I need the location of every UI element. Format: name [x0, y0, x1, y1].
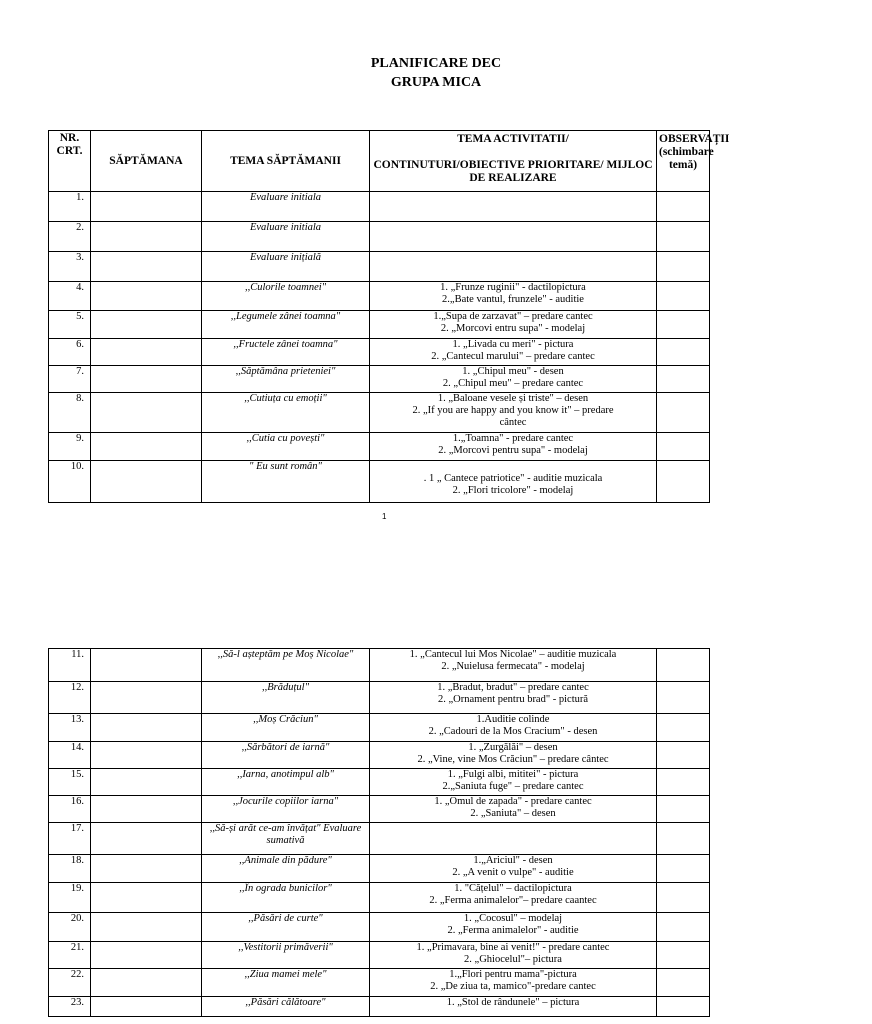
tema-cell: ,,Vestitorii primăverii": [202, 942, 370, 969]
activity-line: 2. „Saniuta" – desen: [470, 808, 556, 819]
activity-line: 2. „Ornament pentru brad" - pictură: [437, 694, 589, 705]
row-number: 15.: [49, 769, 91, 796]
table-row: [49, 855, 710, 883]
activity-line: 2.„Bate vantul, frunzele" - auditie: [442, 294, 584, 305]
activity-line: 2. „Chipul meu" – predare cantec: [442, 378, 584, 389]
table-row: [49, 823, 710, 855]
observatii-cell: [657, 742, 710, 769]
row-number: 14.: [49, 742, 91, 769]
observatii-cell: [657, 883, 710, 913]
row-number: 6.: [49, 339, 91, 366]
row-number: 8.: [49, 393, 91, 433]
tema-cell: ,,Legumele zânei toamna": [202, 311, 370, 339]
row-number: 20.: [49, 913, 91, 942]
activitati-cell: [370, 742, 657, 769]
activity-line: 1. „Cantecul lui Mos Nicolae" – auditie muzicala: [409, 649, 617, 660]
activity-line: 1.Auditie colinde: [476, 714, 550, 725]
tema-cell: ,,Păsări călătoare": [202, 997, 370, 1017]
activitati-cell: [370, 433, 657, 461]
saptamana-cell: [91, 252, 202, 282]
saptamana-cell: [91, 823, 202, 855]
tema-cell: ,,Ziua mamei mele": [202, 969, 370, 997]
activity-line: 2. „A venit o vulpe" - auditie: [452, 867, 574, 878]
saptamana-cell: [91, 649, 202, 682]
tema-cell: Evaluare inițială: [202, 252, 370, 282]
row-number: 19.: [49, 883, 91, 913]
activity-line: 2. „Ghiocelul"– pictura: [464, 954, 562, 965]
table-row: [49, 997, 710, 1017]
table-row: [49, 433, 710, 461]
saptamana-cell: [91, 393, 202, 433]
table-row: [49, 742, 710, 769]
activity-line: 1. „Omul de zapada" - predare cantec: [434, 796, 592, 807]
saptamana-cell: [91, 855, 202, 883]
activity-line: 1.„Ariciul" - desen: [473, 855, 553, 866]
activitati-cell: [370, 796, 657, 823]
saptamana-cell: [91, 742, 202, 769]
row-number: 18.: [49, 855, 91, 883]
observatii-cell: [657, 649, 710, 682]
saptamana-cell: [91, 682, 202, 714]
activitati-cell: [370, 997, 657, 1017]
table-row: [49, 192, 710, 222]
table-row: [49, 682, 710, 714]
activity-line: 1. „Fulgi albi, mititei" - pictura: [447, 769, 579, 780]
saptamana-cell: [91, 714, 202, 742]
table-row: [49, 252, 710, 282]
saptamana-cell: [91, 192, 202, 222]
observatii-cell: [657, 282, 710, 311]
activity-line: 2. „If you are happy and you know it" – predare: [412, 405, 614, 416]
tema-cell: ,,Săptămâna prieteniei": [202, 366, 370, 393]
activitati-cell: [370, 714, 657, 742]
activity-line: 1. „Livada cu meri" - pictura: [452, 339, 574, 350]
saptamana-cell: [91, 366, 202, 393]
activity-line: [372, 461, 654, 473]
row-number: 1.: [49, 192, 91, 222]
observatii-cell: [657, 252, 710, 282]
activity-line: . 1 „ Cantece patriotice" - auditie muzicala: [423, 473, 603, 484]
table-row: [49, 339, 710, 366]
activity-line: 1.„Toamna" - predare cantec: [452, 433, 574, 444]
row-number: 4.: [49, 282, 91, 311]
observatii-cell: [657, 969, 710, 997]
tema-cell: ,,Cutiuța cu emoții": [202, 393, 370, 433]
activitati-cell: [370, 649, 657, 682]
header-tema: TEMA SĂPTĂMANII: [202, 131, 370, 192]
activity-line: 2. „Ferma animalelor"– predare caantec: [429, 895, 597, 906]
table-row: [49, 311, 710, 339]
observatii-cell: [657, 997, 710, 1017]
table-row: [49, 366, 710, 393]
table-row: [49, 282, 710, 311]
table-row: [49, 969, 710, 997]
tema-cell: ,,Culorile toamnei": [202, 282, 370, 311]
table-row: [49, 796, 710, 823]
activity-line: cântec: [499, 417, 527, 428]
activitati-cell: [370, 913, 657, 942]
tema-cell: ,,Fructele zânei toamna": [202, 339, 370, 366]
row-number: 12.: [49, 682, 91, 714]
observatii-cell: [657, 682, 710, 714]
activitati-cell: [370, 282, 657, 311]
saptamana-cell: [91, 913, 202, 942]
row-number: 9.: [49, 433, 91, 461]
table-row: [49, 222, 710, 252]
activity-line: 2. „Ferma animalelor" - auditie: [447, 925, 579, 936]
observatii-cell: [657, 222, 710, 252]
tema-cell: ,,Să-l așteptăm pe Moș Nicolae": [202, 649, 370, 682]
activity-line: 1. „Chipul meu" - desen: [462, 366, 564, 377]
activitati-cell: [370, 339, 657, 366]
tema-cell: Evaluare initiala: [202, 192, 370, 222]
row-number: 11.: [49, 649, 91, 682]
saptamana-cell: [91, 997, 202, 1017]
planning-table-1: [48, 130, 730, 503]
tema-cell: ,,Sărbători de iarnă": [202, 742, 370, 769]
activitati-cell: [370, 855, 657, 883]
observatii-cell: [657, 714, 710, 742]
header-activitati: [370, 131, 657, 192]
activitati-cell: [370, 366, 657, 393]
activitati-cell: [370, 222, 657, 252]
activitati-cell: [370, 393, 657, 433]
row-number: 3.: [49, 252, 91, 282]
activitati-cell: [370, 252, 657, 282]
observatii-cell: [657, 192, 710, 222]
saptamana-cell: [91, 222, 202, 252]
row-number: 10.: [49, 461, 91, 503]
saptamana-cell: [91, 461, 202, 503]
header-observatii: OBSERVAȚII (schimbare temă): [657, 131, 710, 192]
activity-line: 1. „Primavara, bine ai venit!" - predare cantec: [416, 942, 610, 953]
tema-cell: ,,Jocurile copiilor iarna": [202, 796, 370, 823]
row-number: 5.: [49, 311, 91, 339]
activitati-cell: [370, 823, 657, 855]
observatii-cell: [657, 366, 710, 393]
activity-line: 2. „Flori tricolore" - modelaj: [452, 485, 574, 496]
observatii-cell: [657, 855, 710, 883]
activity-line: 2. „Cadouri de la Mos Cracium" - desen: [428, 726, 598, 737]
observatii-cell: [657, 311, 710, 339]
tema-cell: ,,Brăduțul": [202, 682, 370, 714]
activitati-cell: [370, 883, 657, 913]
document-title: PLANIFICARE DEC: [370, 56, 502, 71]
activity-line: 2. „Morcovi entru supa" - modelaj: [440, 323, 586, 334]
activity-line: 1.„Supa de zarzavat" – predare cantec: [433, 311, 593, 322]
saptamana-cell: [91, 969, 202, 997]
table-header-row: [49, 131, 710, 192]
observatii-cell: [657, 913, 710, 942]
activity-line: 2. „De ziua ta, mamico"-predare cantec: [430, 981, 596, 992]
row-number: 7.: [49, 366, 91, 393]
activitati-cell: [370, 969, 657, 997]
saptamana-cell: [91, 282, 202, 311]
observatii-cell: [657, 339, 710, 366]
activity-line: 2. „Morcovi pentru supa" - modelaj: [438, 445, 588, 456]
saptamana-cell: [91, 311, 202, 339]
activity-line: 2. „Vine, vine Mos Crăciun" – predare cântec: [417, 754, 609, 765]
observatii-cell: [657, 823, 710, 855]
activity-line: 1. „Cocosul" – modelaj: [463, 913, 563, 924]
activitati-cell: [370, 769, 657, 796]
observatii-cell: [657, 769, 710, 796]
row-number: 13.: [49, 714, 91, 742]
activitati-cell: [370, 942, 657, 969]
activitati-cell: [370, 461, 657, 503]
tema-cell: ,,Iarna, anotimpul alb": [202, 769, 370, 796]
activity-line: 1. „Frunze ruginii" - dactilopictura: [440, 282, 586, 293]
activity-line: 1. „Baloane vesele și triste" – desen: [437, 393, 589, 404]
activity-line: 1. „Zurgălăi" – desen: [468, 742, 558, 753]
table-row: [49, 649, 710, 682]
table-row: [49, 913, 710, 942]
tema-cell: ,,Să-și arăt ce-am învățat" Evaluare sumativă: [202, 823, 370, 855]
observatii-cell: [657, 433, 710, 461]
tema-cell: ,,Moș Crăciun": [202, 714, 370, 742]
activity-line: 1.„Flori pentru mama"-pictura: [449, 969, 577, 980]
activity-line: 1. „Bradut, bradut" – predare cantec: [437, 682, 589, 693]
tema-cell: ,,Cutia cu povești": [202, 433, 370, 461]
page-number: 1: [382, 512, 387, 521]
table-row: [49, 461, 710, 503]
row-number: 22.: [49, 969, 91, 997]
activitati-cell: [370, 311, 657, 339]
row-number: 17.: [49, 823, 91, 855]
tema-cell: " Eu sunt român": [202, 461, 370, 503]
row-number: 16.: [49, 796, 91, 823]
activity-line: 1. "Cățelul" – dactilopictura: [454, 883, 572, 894]
activity-line: 1. „Stol de rândunele" – pictura: [446, 997, 580, 1008]
activitati-cell: [370, 192, 657, 222]
observatii-cell: [657, 796, 710, 823]
document-subtitle: GRUPA MICA: [390, 75, 482, 90]
planning-table-2: [48, 648, 710, 1017]
activity-line: 2. „Nuielusa fermecata" - modelaj: [441, 661, 585, 672]
table-row: [49, 393, 710, 433]
activitati-cell: [370, 682, 657, 714]
row-number: 23.: [49, 997, 91, 1017]
activity-line: 2. „Cantecul marului" – predare cantec: [431, 351, 595, 362]
header-nr: NR. CRT.: [49, 131, 91, 192]
activity-line: 2.„Saniuta fuge" – predare cantec: [442, 781, 584, 792]
header-activitati-line2: CONTINUTURI/OBIECTIVE PRIORITARE/ MIJLOC DE REALIZARE: [373, 159, 653, 184]
observatii-cell: [657, 942, 710, 969]
saptamana-cell: [91, 942, 202, 969]
observatii-cell: [657, 461, 710, 503]
tema-cell: ,,În ograda bunicilor": [202, 883, 370, 913]
row-number: 21.: [49, 942, 91, 969]
table-row: [49, 942, 710, 969]
observatii-cell: [657, 393, 710, 433]
tema-cell: ,,Păsări de curte": [202, 913, 370, 942]
saptamana-cell: [91, 796, 202, 823]
saptamana-cell: [91, 339, 202, 366]
saptamana-cell: [91, 433, 202, 461]
row-number: 2.: [49, 222, 91, 252]
table-row: [49, 714, 710, 742]
tema-cell: Evaluare initiala: [202, 222, 370, 252]
table-row: [49, 883, 710, 913]
saptamana-cell: [91, 769, 202, 796]
header-activitati-line1: TEMA ACTIVITATII/: [457, 133, 569, 145]
header-saptamana: SĂPTĂMANA: [91, 131, 202, 192]
table-row: [49, 769, 710, 796]
saptamana-cell: [91, 883, 202, 913]
tema-cell: ,,Animale din pădure": [202, 855, 370, 883]
